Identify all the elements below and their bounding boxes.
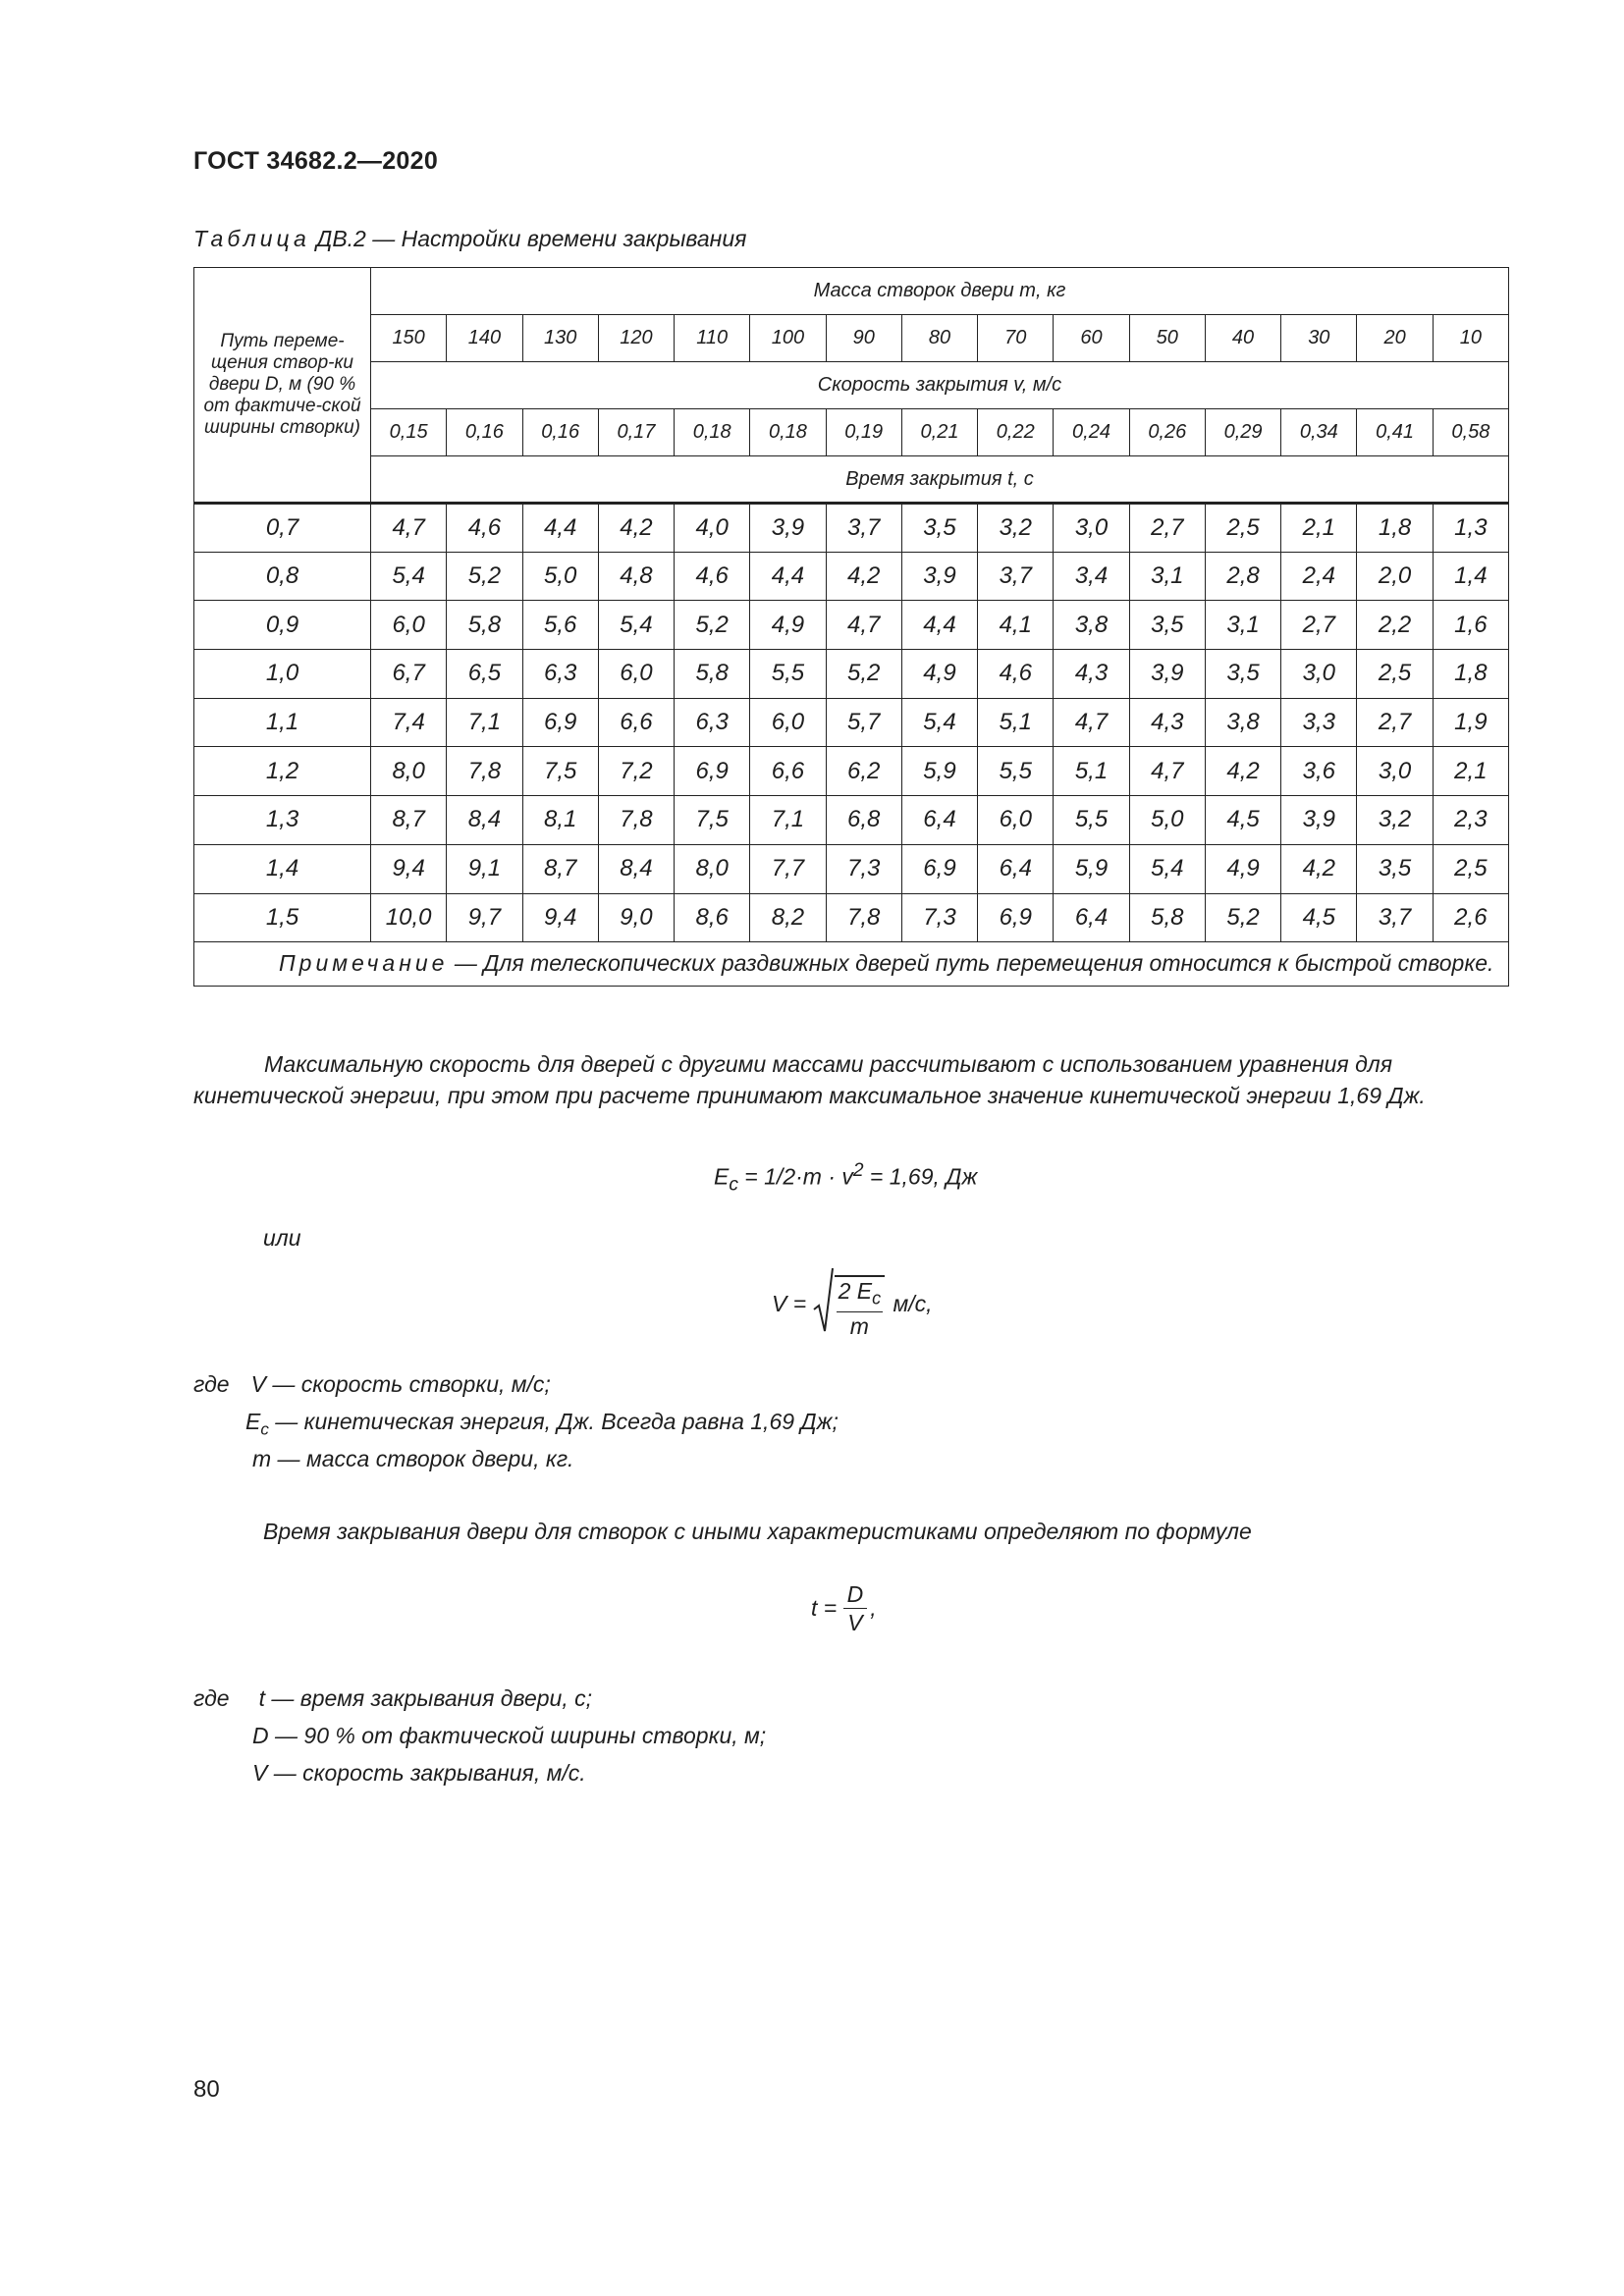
time-cell: 5,8 (447, 601, 522, 650)
time-cell: 3,0 (1357, 747, 1433, 796)
speed-cell: 0,16 (522, 409, 598, 456)
time-cell: 7,5 (522, 747, 598, 796)
table-row (194, 601, 1509, 650)
time-cell: 5,4 (598, 601, 674, 650)
time-cell: 9,4 (522, 893, 598, 942)
paragraph-max-speed: Максимальную скорость для дверей с другими массами рассчитывают с использованием уравнения для кинетической энергии, при этом при расчете принимают максимальное значение кинетической энергии 1,69 Дж. (193, 1051, 1426, 1108)
mass-cell: 30 (1281, 315, 1357, 362)
formula3-fraction (843, 1580, 868, 1636)
time-cell: 9,1 (447, 844, 522, 893)
time-cell: 6,2 (826, 747, 901, 796)
formula2-den: m (849, 1313, 869, 1340)
time-cell: 6,4 (1054, 893, 1129, 942)
mass-cell: 90 (826, 315, 901, 362)
time-cell: 3,5 (901, 504, 977, 553)
speed-header: Скорость закрытия v, м/с (371, 362, 1509, 409)
legend2-line-1 (193, 1685, 592, 1712)
mass-cell: 100 (750, 315, 826, 362)
table-row (194, 844, 1509, 893)
mass-cell: 50 (1129, 315, 1205, 362)
time-cell: 3,4 (1054, 552, 1129, 601)
time-cell: 2,6 (1433, 893, 1508, 942)
time-cell: 2,5 (1433, 844, 1508, 893)
time-cell: 3,7 (1357, 893, 1433, 942)
table-row (194, 504, 1509, 553)
formula2-num: 2 E (838, 1277, 873, 1304)
time-cell: 7,2 (598, 747, 674, 796)
table-row (194, 893, 1509, 942)
time-cell: 4,4 (750, 552, 826, 601)
speed-cell: 0,41 (1357, 409, 1433, 456)
speed-cell: 0,18 (675, 409, 750, 456)
speed-cell: 0,15 (371, 409, 447, 456)
time-cell: 2,5 (1357, 650, 1433, 699)
time-cell: 3,9 (901, 552, 977, 601)
speed-cell: 0,22 (978, 409, 1054, 456)
time-cell: 8,6 (675, 893, 750, 942)
paragraph-closing-time: Время закрывания двери для створок с иными характеристиками определяют по формуле (263, 1519, 1252, 1544)
closing-time-table (193, 267, 1509, 987)
time-cell: 5,7 (826, 698, 901, 747)
path-cell: 0,7 (194, 504, 371, 553)
legend2-sym-t: t (258, 1685, 265, 1711)
time-cell: 4,5 (1205, 796, 1280, 845)
formula2-lhs: V = (772, 1290, 813, 1316)
time-cell: 2,8 (1205, 552, 1280, 601)
legend1-line-2 (245, 1409, 839, 1440)
time-cell: 5,2 (675, 601, 750, 650)
mass-cell: 110 (675, 315, 750, 362)
time-cell: 7,8 (447, 747, 522, 796)
time-cell: 5,9 (1054, 844, 1129, 893)
time-cell: 6,0 (371, 601, 447, 650)
legend2-text-v: — скорость закрывания, м/с. (267, 1760, 586, 1786)
document-header: ГОСТ 34682.2—2020 (193, 147, 439, 175)
time-cell: 4,4 (522, 504, 598, 553)
time-cell: 6,5 (447, 650, 522, 699)
mass-header: Масса створок двери m, кг (371, 268, 1509, 315)
legend1-sym-e: E (245, 1409, 261, 1434)
path-cell: 1,0 (194, 650, 371, 699)
table-note-label: Примечание (279, 950, 449, 977)
legend1-text-e: — кинетическая энергия, Дж. Всегда равна 1,69 Дж; (268, 1409, 839, 1434)
mass-cell: 20 (1357, 315, 1433, 362)
time-cell: 7,3 (826, 844, 901, 893)
time-cell: 3,5 (1357, 844, 1433, 893)
speed-cell: 0,29 (1205, 409, 1280, 456)
time-cell: 4,1 (978, 601, 1054, 650)
table-row (194, 796, 1509, 845)
time-cell: 3,2 (1357, 796, 1433, 845)
time-cell: 8,4 (598, 844, 674, 893)
time-cell: 6,8 (826, 796, 901, 845)
mass-cell: 80 (901, 315, 977, 362)
time-cell: 5,2 (1205, 893, 1280, 942)
path-cell: 1,2 (194, 747, 371, 796)
table-row (194, 747, 1509, 796)
time-cell: 1,8 (1357, 504, 1433, 553)
formula2-unit: м/с, (887, 1290, 933, 1316)
time-cell: 9,0 (598, 893, 674, 942)
legend2-sym-d: D (252, 1723, 269, 1748)
time-cell: 6,9 (901, 844, 977, 893)
time-cell: 7,7 (750, 844, 826, 893)
path-cell: 1,4 (194, 844, 371, 893)
speed-cell: 0,18 (750, 409, 826, 456)
time-cell: 5,1 (1054, 747, 1129, 796)
time-cell: 8,4 (447, 796, 522, 845)
time-cell: 4,7 (826, 601, 901, 650)
time-cell: 6,4 (978, 844, 1054, 893)
time-cell: 3,9 (1281, 796, 1357, 845)
time-cell: 5,5 (750, 650, 826, 699)
time-cell: 7,4 (371, 698, 447, 747)
legend1-sym-m: m (252, 1446, 272, 1471)
path-cell: 0,9 (194, 601, 371, 650)
time-cell: 3,5 (1129, 601, 1205, 650)
time-cell: 3,1 (1129, 552, 1205, 601)
time-cell: 2,4 (1281, 552, 1357, 601)
formula1-sup: 2 (852, 1160, 864, 1181)
time-cell: 4,3 (1054, 650, 1129, 699)
mass-cell: 150 (371, 315, 447, 362)
time-cell: 6,0 (750, 698, 826, 747)
time-cell: 4,4 (901, 601, 977, 650)
time-cell: 5,4 (901, 698, 977, 747)
time-cell: 5,5 (978, 747, 1054, 796)
time-cell: 4,8 (598, 552, 674, 601)
row-header-path: Путь переме-щения створ-ки двери D, м (90 % от фактиче-ской ширины створки) (194, 268, 371, 504)
formula3-end: , (870, 1595, 877, 1621)
time-cell: 6,9 (522, 698, 598, 747)
time-cell: 6,0 (598, 650, 674, 699)
formula-time (811, 1580, 877, 1636)
time-cell: 1,8 (1433, 650, 1508, 699)
time-cell: 4,0 (675, 504, 750, 553)
time-cell: 5,4 (1129, 844, 1205, 893)
time-cell: 4,2 (598, 504, 674, 553)
formula1-mid: = 1/2·m · v (737, 1163, 853, 1190)
time-cell: 1,4 (1433, 552, 1508, 601)
speed-cell: 0,21 (901, 409, 977, 456)
legend2-line-2 (252, 1723, 766, 1749)
time-cell: 1,3 (1433, 504, 1508, 553)
time-cell: 2,2 (1357, 601, 1433, 650)
mass-cell: 130 (522, 315, 598, 362)
time-cell: 5,4 (371, 552, 447, 601)
time-cell: 6,7 (371, 650, 447, 699)
time-cell: 6,9 (675, 747, 750, 796)
time-header: Время закрытия t, с (371, 456, 1509, 504)
formula3-lhs: t = (811, 1595, 843, 1621)
time-cell: 7,5 (675, 796, 750, 845)
speed-cell: 0,19 (826, 409, 901, 456)
table-note-text: — Для телескопических раздвижных дверей путь перемещения относится к быстрой створке. (448, 950, 1494, 977)
time-cell: 4,2 (1281, 844, 1357, 893)
table-row (194, 698, 1509, 747)
time-cell: 5,8 (675, 650, 750, 699)
legend1-sym-v: V (250, 1371, 266, 1397)
time-cell: 4,9 (1205, 844, 1280, 893)
mass-cell: 10 (1433, 315, 1508, 362)
formula2-num-sub: c (872, 1288, 882, 1308)
time-cell: 4,6 (978, 650, 1054, 699)
time-cell: 2,1 (1281, 504, 1357, 553)
time-cell: 8,7 (522, 844, 598, 893)
legend1-sub-e: c (260, 1419, 269, 1439)
table-caption-title: ДВ.2 — Настройки времени закрывания (309, 226, 747, 251)
formula1-sub: c (729, 1174, 738, 1196)
table-row (194, 650, 1509, 699)
time-cell: 8,0 (371, 747, 447, 796)
legend1-text-v: — скорость створки, м/с; (265, 1371, 551, 1397)
page-number: 80 (193, 2076, 220, 2103)
time-cell: 5,0 (1129, 796, 1205, 845)
time-cell: 9,4 (371, 844, 447, 893)
time-cell: 6,0 (978, 796, 1054, 845)
time-cell: 4,9 (901, 650, 977, 699)
time-cell: 5,5 (1054, 796, 1129, 845)
time-cell: 1,6 (1433, 601, 1508, 650)
time-cell: 4,2 (826, 552, 901, 601)
table-caption-label: Таблица (193, 226, 310, 251)
time-cell: 6,6 (598, 698, 674, 747)
time-cell: 3,0 (1054, 504, 1129, 553)
path-cell: 1,5 (194, 893, 371, 942)
time-cell: 5,6 (522, 601, 598, 650)
legend1-line-3 (252, 1446, 573, 1472)
time-cell: 3,8 (1054, 601, 1129, 650)
time-cell: 2,3 (1433, 796, 1508, 845)
or-word: или (263, 1225, 301, 1251)
time-cell: 6,9 (978, 893, 1054, 942)
time-cell: 3,9 (750, 504, 826, 553)
time-cell: 3,0 (1281, 650, 1357, 699)
time-cell: 4,5 (1281, 893, 1357, 942)
time-cell: 7,3 (901, 893, 977, 942)
time-cell: 3,7 (826, 504, 901, 553)
time-cell: 4,7 (371, 504, 447, 553)
time-cell: 5,9 (901, 747, 977, 796)
time-cell: 4,3 (1129, 698, 1205, 747)
speed-cell: 0,24 (1054, 409, 1129, 456)
time-cell: 2,0 (1357, 552, 1433, 601)
time-cell: 3,6 (1281, 747, 1357, 796)
time-cell: 5,2 (447, 552, 522, 601)
mass-cell: 140 (447, 315, 522, 362)
time-cell: 2,7 (1357, 698, 1433, 747)
legend2-text-t: — время закрывания двери, с; (264, 1685, 593, 1711)
time-cell: 9,7 (447, 893, 522, 942)
sqrt-sign-icon (813, 1266, 835, 1341)
time-cell: 3,9 (1129, 650, 1205, 699)
time-cell: 7,1 (447, 698, 522, 747)
time-cell: 5,0 (522, 552, 598, 601)
time-cell: 3,3 (1281, 698, 1357, 747)
legend1-line-1 (193, 1371, 551, 1398)
path-cell: 0,8 (194, 552, 371, 601)
time-cell: 2,7 (1129, 504, 1205, 553)
time-cell: 6,4 (901, 796, 977, 845)
time-cell: 4,7 (1129, 747, 1205, 796)
time-cell: 4,9 (750, 601, 826, 650)
legend2-line-3 (252, 1760, 586, 1787)
time-cell: 8,0 (675, 844, 750, 893)
time-cell: 2,5 (1205, 504, 1280, 553)
table-note (194, 942, 1509, 987)
time-cell: 3,8 (1205, 698, 1280, 747)
formula-speed (772, 1266, 933, 1341)
legend1-text-m: — масса створок двери, кг. (271, 1446, 574, 1471)
speed-cell: 0,17 (598, 409, 674, 456)
time-cell: 4,7 (1054, 698, 1129, 747)
mass-cell: 60 (1054, 315, 1129, 362)
speed-cell: 0,26 (1129, 409, 1205, 456)
formula3-den: V (847, 1610, 863, 1635)
time-cell: 8,7 (371, 796, 447, 845)
formula1-e: E (714, 1163, 730, 1190)
mass-cell: 70 (978, 315, 1054, 362)
time-cell: 4,2 (1205, 747, 1280, 796)
time-cell: 3,7 (978, 552, 1054, 601)
formula1-end: = 1,69, Дж (863, 1163, 978, 1190)
time-cell: 2,1 (1433, 747, 1508, 796)
time-cell: 5,8 (1129, 893, 1205, 942)
mass-cell: 120 (598, 315, 674, 362)
time-cell: 4,6 (447, 504, 522, 553)
formula3-num: D (843, 1580, 868, 1609)
time-cell: 6,3 (522, 650, 598, 699)
path-cell: 1,3 (194, 796, 371, 845)
time-cell: 6,6 (750, 747, 826, 796)
time-cell: 3,2 (978, 504, 1054, 553)
speed-row (194, 409, 1509, 456)
time-cell: 8,1 (522, 796, 598, 845)
speed-cell: 0,58 (1433, 409, 1508, 456)
mass-cell: 40 (1205, 315, 1280, 362)
speed-cell: 0,16 (447, 409, 522, 456)
time-cell: 8,2 (750, 893, 826, 942)
table-caption (193, 226, 746, 252)
formula-kinetic-energy (714, 1160, 977, 1196)
time-cell: 7,8 (598, 796, 674, 845)
legend2-sym-v: V (252, 1760, 268, 1786)
time-cell: 5,1 (978, 698, 1054, 747)
time-cell: 10,0 (371, 893, 447, 942)
time-cell: 7,8 (826, 893, 901, 942)
time-cell: 1,9 (1433, 698, 1508, 747)
time-cell: 2,7 (1281, 601, 1357, 650)
time-cell: 6,3 (675, 698, 750, 747)
time-cell: 5,2 (826, 650, 901, 699)
time-cell: 4,6 (675, 552, 750, 601)
legend1-where: где (193, 1371, 230, 1397)
time-cell: 3,1 (1205, 601, 1280, 650)
formula2-fraction (835, 1275, 886, 1341)
mass-row (194, 315, 1509, 362)
table-row (194, 552, 1509, 601)
time-cell: 7,1 (750, 796, 826, 845)
legend2-where: где (193, 1685, 230, 1711)
time-cell: 3,5 (1205, 650, 1280, 699)
path-cell: 1,1 (194, 698, 371, 747)
speed-cell: 0,34 (1281, 409, 1357, 456)
legend2-text-d: — 90 % от фактической ширины створки, м; (268, 1723, 767, 1748)
